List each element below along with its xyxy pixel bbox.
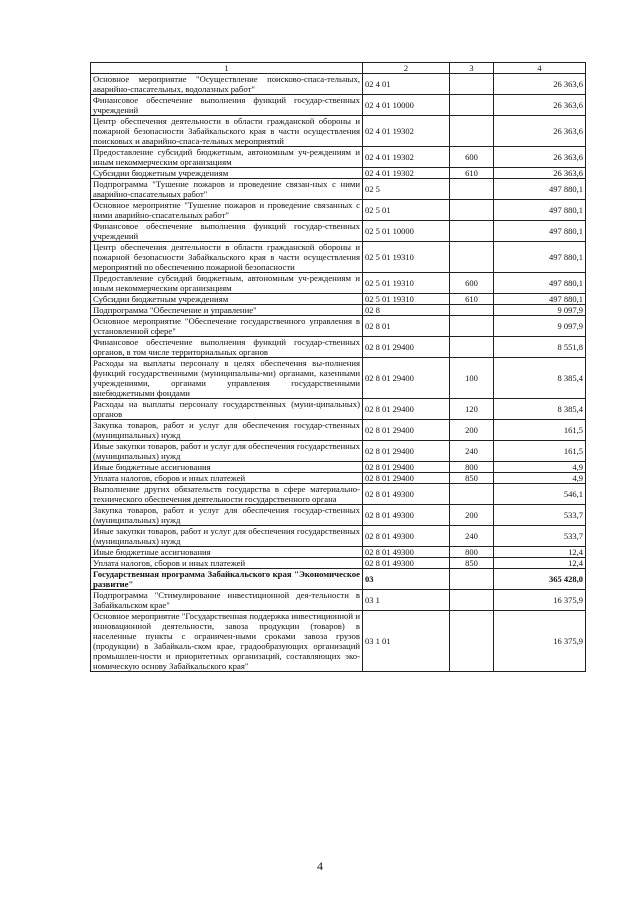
row-description: Уплата налогов, сборов и иных платежей	[91, 473, 363, 484]
table-row	[91, 611, 586, 672]
row-expense-type: 600	[450, 273, 494, 294]
row-code: 02 8 01 29400	[363, 420, 450, 441]
row-amount: 26 363,6	[494, 95, 586, 116]
row-amount: 16 375,9	[494, 611, 586, 672]
row-code: 02 8 01 49300	[363, 505, 450, 526]
table-row	[91, 399, 586, 420]
row-expense-type	[450, 569, 494, 590]
row-description: Расходы на выплаты персоналу в целях обеспечения вы-полнения функций государственными (муниципальны-ми) органами, казенными учреждениями, органами управления государственными внебюджетными фондами	[91, 358, 363, 399]
row-expense-type: 800	[450, 462, 494, 473]
row-description: Подпрограмма "Тушение пожаров и проведение связан-ных с ними аварийно-спасательных работ"	[91, 179, 363, 200]
row-amount: 161,5	[494, 441, 586, 462]
table-row	[91, 484, 586, 505]
row-code: 02 8 01 29400	[363, 462, 450, 473]
table-row	[91, 441, 586, 462]
row-description: Подпрограмма "Обеспечение и управление"	[91, 305, 363, 316]
row-amount: 4,9	[494, 462, 586, 473]
row-amount: 546,1	[494, 484, 586, 505]
row-code: 02 5 01	[363, 200, 450, 221]
row-expense-type	[450, 116, 494, 147]
row-description: Финансовое обеспечение выполнения функций государ-ственных органов, в том числе территориальных органов	[91, 337, 363, 358]
row-amount: 8 385,4	[494, 358, 586, 399]
table-row	[91, 168, 586, 179]
table-header-row	[91, 63, 586, 74]
row-amount: 26 363,6	[494, 116, 586, 147]
row-code: 02 8 01 29400	[363, 399, 450, 420]
row-expense-type: 800	[450, 547, 494, 558]
row-amount: 497 880,1	[494, 179, 586, 200]
row-description: Основное мероприятие "Тушение пожаров и проведение связанных с ними аварийно-спасательных работ"	[91, 200, 363, 221]
table-row	[91, 221, 586, 242]
row-expense-type	[450, 337, 494, 358]
row-expense-type: 240	[450, 526, 494, 547]
row-amount: 8 551,8	[494, 337, 586, 358]
row-amount: 533,7	[494, 526, 586, 547]
row-amount: 26 363,6	[494, 168, 586, 179]
row-expense-type	[450, 611, 494, 672]
row-code: 03	[363, 569, 450, 590]
row-expense-type	[450, 221, 494, 242]
table-row	[91, 95, 586, 116]
row-code: 02 8 01 49300	[363, 558, 450, 569]
row-code: 02 8 01	[363, 316, 450, 337]
row-expense-type	[450, 484, 494, 505]
row-expense-type	[450, 316, 494, 337]
table-row	[91, 526, 586, 547]
row-code: 02 4 01	[363, 74, 450, 95]
table-row	[91, 273, 586, 294]
row-code: 02 5 01 19310	[363, 242, 450, 273]
row-description: Иные закупки товаров, работ и услуг для обеспечения государственных (муниципальных) нужд	[91, 526, 363, 547]
row-code: 02 4 01 19302	[363, 147, 450, 168]
row-code: 02 8 01 29400	[363, 473, 450, 484]
column-header: 3	[450, 63, 494, 74]
row-description: Уплата налогов, сборов и иных платежей	[91, 558, 363, 569]
row-code: 02 5	[363, 179, 450, 200]
row-expense-type: 610	[450, 294, 494, 305]
row-description: Иные бюджетные ассигнования	[91, 547, 363, 558]
row-amount: 26 363,6	[494, 147, 586, 168]
table-row	[91, 462, 586, 473]
table-row	[91, 316, 586, 337]
row-description: Выполнение других обязательств государства в сфере материально-технического обеспечения деятельности государственного органа	[91, 484, 363, 505]
row-expense-type: 600	[450, 147, 494, 168]
row-code: 02 8 01 29400	[363, 441, 450, 462]
row-expense-type: 200	[450, 505, 494, 526]
row-amount: 497 880,1	[494, 294, 586, 305]
row-expense-type	[450, 305, 494, 316]
row-code: 02 8 01 49300	[363, 526, 450, 547]
table-row	[91, 358, 586, 399]
row-amount: 497 880,1	[494, 273, 586, 294]
column-header: 2	[363, 63, 450, 74]
row-description: Центр обеспечения деятельности в области гражданской обороны и пожарной безопасности Забайкальского края в части осуществления мероприятий по обеспечению пожарной безопасности	[91, 242, 363, 273]
row-description: Подпрограмма "Стимулирование инвестиционной дея-тельности в Забайкальском крае"	[91, 590, 363, 611]
column-header: 1	[91, 63, 363, 74]
row-expense-type: 120	[450, 399, 494, 420]
row-code: 02 8 01 29400	[363, 337, 450, 358]
row-description: Иные бюджетные ассигнования	[91, 462, 363, 473]
row-expense-type	[450, 95, 494, 116]
table-row	[91, 558, 586, 569]
row-description: Основное мероприятие "Осуществление поисково-спаса-тельных, аварийно-спасательных, водолазных работ"	[91, 74, 363, 95]
row-amount: 497 880,1	[494, 242, 586, 273]
column-header: 4	[494, 63, 586, 74]
row-description: Центр обеспечения деятельности в области гражданской обороны и пожарной безопасности Забайкальского края в части осуществления поисковых и аварийно-спаса-тельных мероприятий	[91, 116, 363, 147]
row-amount: 16 375,9	[494, 590, 586, 611]
row-code: 02 4 01 19302	[363, 116, 450, 147]
row-amount: 12,4	[494, 547, 586, 558]
row-description: Закупка товаров, работ и услуг для обеспечения государ-ственных (муниципальных) нужд	[91, 420, 363, 441]
row-expense-type: 850	[450, 473, 494, 484]
page-number: 4	[317, 859, 323, 873]
row-description: Финансовое обеспечение выполнения функций государ-ственных учреждений	[91, 221, 363, 242]
row-expense-type	[450, 179, 494, 200]
row-description: Закупка товаров, работ и услуг для обеспечения государ-ственных (муниципальных) нужд	[91, 505, 363, 526]
row-amount: 9 097,9	[494, 305, 586, 316]
row-description: Предоставление субсидий бюджетным, автономным уч-реждениям и иным некоммерческим организациям	[91, 147, 363, 168]
row-code: 02 5 01 19310	[363, 294, 450, 305]
row-amount: 533,7	[494, 505, 586, 526]
row-expense-type	[450, 200, 494, 221]
row-amount: 26 363,6	[494, 74, 586, 95]
row-amount: 9 097,9	[494, 316, 586, 337]
table-row	[91, 242, 586, 273]
row-code: 02 8 01 49300	[363, 484, 450, 505]
row-description: Субсидии бюджетным учреждениям	[91, 168, 363, 179]
row-description: Иные закупки товаров, работ и услуг для обеспечения государственных (муниципальных) нужд	[91, 441, 363, 462]
row-amount: 161,5	[494, 420, 586, 441]
table-row	[91, 473, 586, 484]
table-row	[91, 305, 586, 316]
row-code: 02 5 01 19310	[363, 273, 450, 294]
row-expense-type	[450, 590, 494, 611]
row-description: Основное мероприятие "Обеспечение государственного управления в установленной сфере"	[91, 316, 363, 337]
row-amount: 8 385,4	[494, 399, 586, 420]
table-row	[91, 420, 586, 441]
table-row	[91, 294, 586, 305]
budget-table	[90, 62, 586, 672]
row-code: 02 4 01 10000	[363, 95, 450, 116]
row-expense-type	[450, 242, 494, 273]
row-description: Субсидии бюджетным учреждениям	[91, 294, 363, 305]
row-description: Государственная программа Забайкальского края "Экономическое развитие"	[91, 569, 363, 590]
row-code: 02 4 01 19302	[363, 168, 450, 179]
table-row	[91, 147, 586, 168]
table-row	[91, 74, 586, 95]
table-row	[91, 569, 586, 590]
row-amount: 4,9	[494, 473, 586, 484]
row-code: 03 1 01	[363, 611, 450, 672]
row-code: 02 8 01 29400	[363, 358, 450, 399]
table-row	[91, 179, 586, 200]
row-description: Финансовое обеспечение выполнения функций государ-ственных учреждений	[91, 95, 363, 116]
table-row	[91, 547, 586, 558]
row-expense-type: 850	[450, 558, 494, 569]
row-code: 02 8	[363, 305, 450, 316]
table-row	[91, 116, 586, 147]
row-description: Основное мероприятие "Государственная поддержка инвестиционной и инновационной деятельности, завоза продукции (товаров) в населенные пункты с ограничен-ными сроками завоза грузов (продукции) в Забайкаль-ском крае, градообразующих организаций промышлен-ности и приоритетных организаций, составляющих эко-номическую основу Забайкальского края"	[91, 611, 363, 672]
table-row	[91, 590, 586, 611]
row-expense-type: 610	[450, 168, 494, 179]
row-amount: 365 428,0	[494, 569, 586, 590]
row-code: 03 1	[363, 590, 450, 611]
table-row	[91, 505, 586, 526]
row-description: Предоставление субсидий бюджетным, автономным уч-реждениям и иным некоммерческим организациям	[91, 273, 363, 294]
row-amount: 12,4	[494, 558, 586, 569]
row-amount: 497 880,1	[494, 221, 586, 242]
table-row	[91, 337, 586, 358]
row-expense-type: 200	[450, 420, 494, 441]
row-expense-type	[450, 74, 494, 95]
row-expense-type: 240	[450, 441, 494, 462]
row-amount: 497 880,1	[494, 200, 586, 221]
row-code: 02 5 01 10000	[363, 221, 450, 242]
row-description: Расходы на выплаты персоналу государственных (муни-ципальных) органов	[91, 399, 363, 420]
row-code: 02 8 01 49300	[363, 547, 450, 558]
table-row	[91, 200, 586, 221]
row-expense-type: 100	[450, 358, 494, 399]
budget-table-body	[91, 63, 586, 672]
